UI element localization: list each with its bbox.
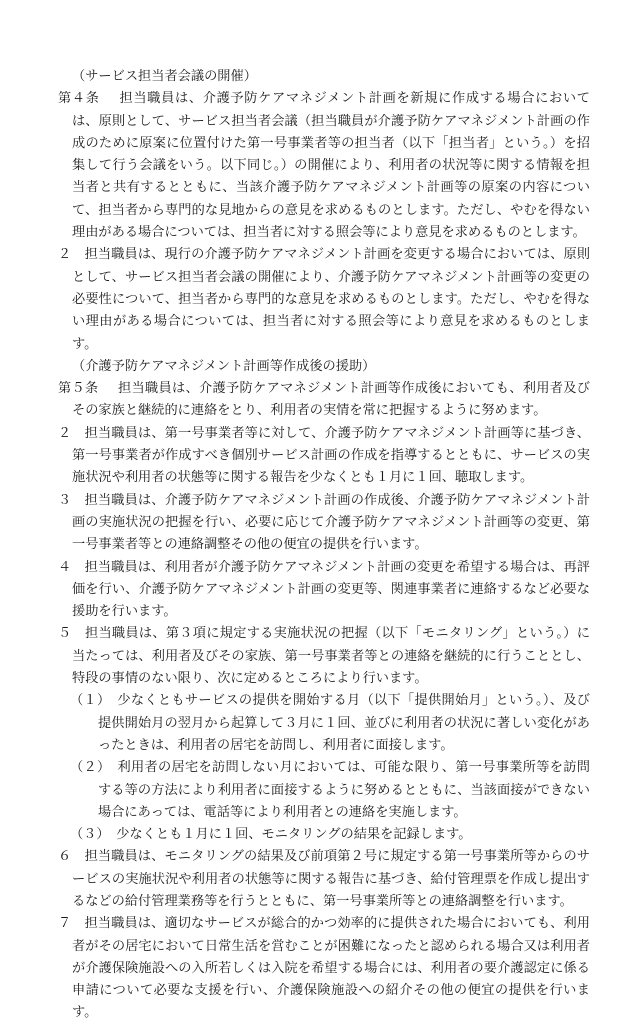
article-paragraph [58,244,590,355]
section-heading: （介護予防ケアマネジメント計画等作成後の援助） [72,358,376,374]
article-paragraph [58,423,590,490]
list-item [58,757,590,824]
item-number: （１） [70,693,104,709]
list-item [58,690,590,757]
paragraph-text: 担当職員は、介護予防ケアマネジメント計画の作成後、介護予防ケアマネジメント計画の実施状況の把握を行い、必要に応じて介護予防ケアマネジメント計画等の変更、第一号事業者等との連絡調整その他の便宜の提供を行います。 [71,492,590,553]
list-item [58,824,590,846]
item-number: （２） [70,760,104,776]
paragraph-number: ２ [58,425,72,441]
paragraph-text: 担当職員は、利用者が介護予防ケアマネジメント計画の変更を希望する場合は、再評価を行い、介護予防ケアマネジメント計画の変更等、関連事業者に連絡するなど必要な援助を行います。 [71,559,590,620]
article-number: 第５条 [58,381,99,397]
article-paragraph [58,623,590,690]
item-number: （３） [70,827,104,843]
item-text: 利用者の居宅を訪問しない月においては、可能な限り、第一号事業所等を訪問する等の方法により利用者に面接するように努めるとともに、当該面接ができない場合にあっては、電話等により利用者との連絡を実施します。 [98,760,590,820]
section-heading: （サービス担当者会議の開催） [72,69,257,84]
paragraph-text: 担当職員は、第３項に規定する実施状況の把握（以下「モニタリング」という。）に当たっては、利用者及びその家族、第一号事業者等との連絡を継続的に行うこととし、特段の事情のない限り、次に定めるところにより行います。 [71,626,590,687]
paragraph-text: 担当職員は、現行の介護予防ケアマネジメント計画を変更する場合においては、原則として、サービス担当者会議の開催により、介護予防ケアマネジメント計画等の変更の必要性について、担当者から専門的な意見を求めるものとします。ただし、やむを得ない理由がある場合については、担当者に対する照会等により意見を求めるものとします。 [71,247,590,352]
article-paragraph [58,378,590,423]
paragraph-text: 担当職員は、第一号事業者等に対して、介護予防ケアマネジメント計画等に基づき、第一号事業者が作成すべき個別サービス計画の作成を指導するとともに、サービスの実施状況や利用者の状態等に関する報告を少なくとも１月に１回、聴取します。 [71,425,590,486]
item-text: 少なくともサービスの提供を開始する月（以下「提供開始月」という。）、及び提供開始月の翌月から起算して３月に１回、並びに利用者の状況に著しい変化があったときは、利用者の居宅を訪問し、利用者に面接します。 [98,693,590,753]
paragraph-number: ５ [58,626,72,642]
article-paragraph [58,557,590,624]
paragraph-number: ４ [58,559,72,575]
article-paragraph [58,913,590,1024]
paragraph-text: 担当職員は、介護予防ケアマネジメント計画を新規に作成する場合においては、原則として、サービス担当者会議（担当職員が介護予防ケアマネジメント計画の作成のために原案に位置付けた第一号事業者等の担当者（以下「担当者」という。）を招集して行う会議をいう。以下同じ。）の開催により、利用者の状況等に関する情報を担当者と共有するとともに、当該介護予防ケアマネジメント計画等の原案の内容について、担当者から専門的な見地からの意見を求めるものとします。ただし、やむを得ない理由がある場合については、担当者に対する照会等により意見を求めるものとします。 [72,91,590,241]
paragraph-text: 担当職員は、モニタリングの結果及び前項第２号に規定する第一号事業所等からのサービスの実施状況や利用者の状態等に関する報告に基づき、給付管理票を作成し提出するなどの給付管理業務等を行うとともに、第一号事業所等との連絡調整を行います。 [71,849,590,909]
paragraph-number: ２ [58,247,72,263]
article-paragraph [58,846,590,913]
paragraph-text: 担当職員は、適切なサービスが総合的かつ効率的に提供された場合においても、利用者がその居宅において日常生活を営むことが困難になったと認められる場合又は利用者が介護保険施設への入所若しくは入院を希望する場合には、利用者の要介護認定に係る申請について必要な支援を行い、介護保険施設への紹介その他の便宜の提供を行います。 [71,916,590,1021]
item-text: 少なくとも１月に１回、モニタリングの結果を記録します。 [103,827,472,843]
paragraph-number: ６ [58,849,72,865]
paragraph-text: 担当職員は、介護予防ケアマネジメント計画等作成後においても、利用者及びその家族と継続的に連絡をとり、利用者の実情を常に把握するように努めます。 [72,381,590,419]
paragraph-number: ７ [58,916,72,932]
paragraph-number: ３ [58,492,72,508]
article-number: 第４条 [58,91,100,107]
article-paragraph [58,490,590,557]
article-paragraph [58,88,590,244]
